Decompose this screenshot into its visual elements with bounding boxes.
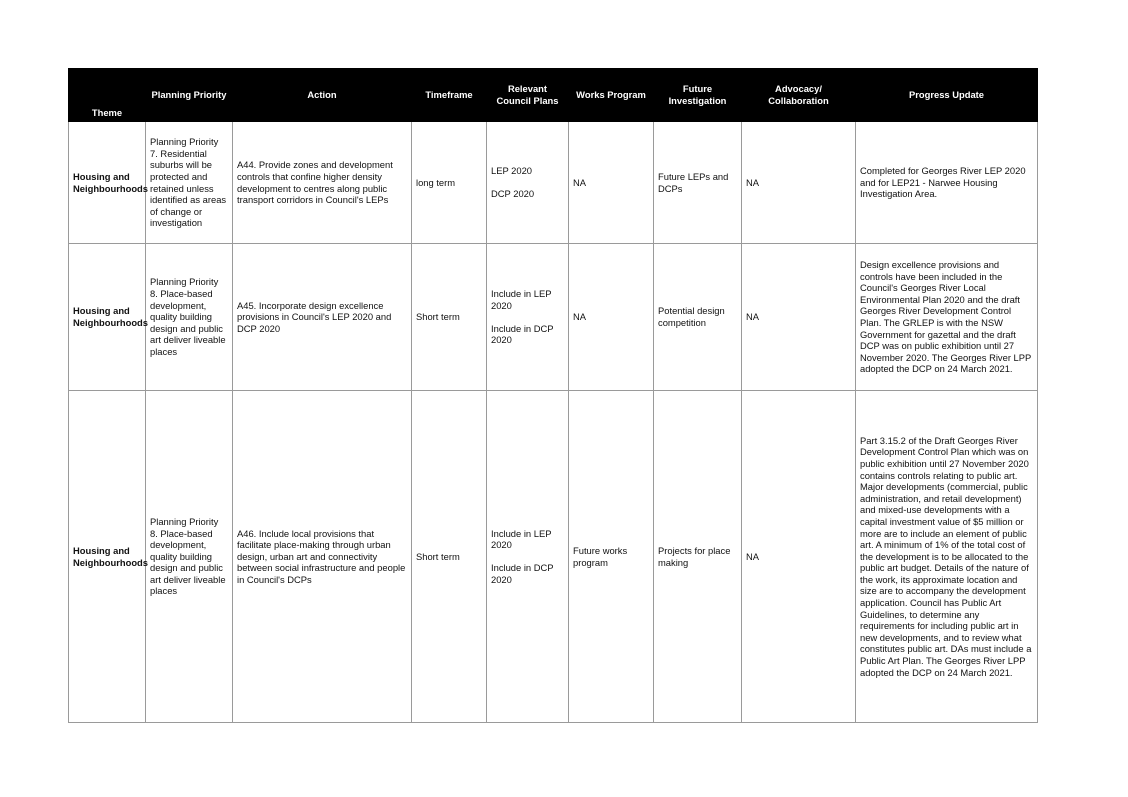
progress-update-cell: Part 3.15.2 of the Draft Georges River Development Control Plan which was on public exhibition until 27 November 2020 contains controls relating to public art. Major developments (commercial, public administration, and retail development) and mixed-use developments with a capital investment value of $5 million or more are to include an element of public art. A minimum of 1% of the total cost of the development is to be allocated to the public art budget. Details of the nature of the work, its approximate location and size are to accompany the development application. Council has Public Art Guidelines, to determine any requirements for including public art in new developments, and to review what constitutes public art. DAs must include a Public Art Plan. The Georges River LPP adopted the DCP on 24 March 2021. [856, 391, 1038, 723]
plan-item: LEP 2020 [491, 165, 533, 177]
table-row [69, 391, 1038, 723]
works-program-cell: NA [569, 244, 654, 391]
plan-item: Include in LEP 2020 [491, 288, 552, 311]
future-investigation-cell: Potential design competition [654, 244, 742, 391]
plan-item: DCP 2020 [491, 188, 535, 200]
planning-priority-cell: Planning Priority 8. Place-based development, quality building design and public art deliver liveable places [146, 244, 233, 391]
progress-update-cell: Completed for Georges River LEP 2020 and for LEP21 - Narwee Housing Investigation Area. [856, 122, 1038, 244]
table-header-row [69, 69, 1038, 122]
theme-cell: Housing and Neighbourhoods [69, 244, 146, 391]
header-relevant-council-plans: Relevant Council Plans [487, 69, 569, 122]
relevant-plans-cell [487, 122, 569, 244]
plan-item: Include in DCP 2020 [491, 562, 554, 585]
plan-item: Include in DCP 2020 [491, 322, 554, 346]
advocacy-cell: NA [742, 244, 856, 391]
table-row [69, 122, 1038, 244]
action-cell: A46. Include local provisions that facilitate place-making through urban design, urban art and connectivity between social infrastructure and people in Council's DCPs [233, 391, 412, 723]
planning-priority-cell: Planning Priority 7. Residential suburbs will be protected and retained unless identified as areas of change or investigation [146, 122, 233, 244]
action-cell: A45. Incorporate design excellence provisions in Council's LEP 2020 and DCP 2020 [233, 244, 412, 391]
header-works-program: Works Program [569, 69, 654, 122]
timeframe-cell: Short term [412, 244, 487, 391]
works-program-cell: Future works program [569, 391, 654, 723]
timeframe-cell: long term [412, 122, 487, 244]
header-progress-update: Progress Update [856, 69, 1038, 122]
theme-cell: Housing and Neighbourhoods [69, 391, 146, 723]
relevant-plans-cell [487, 391, 569, 723]
future-investigation-cell: Projects for place making [654, 391, 742, 723]
planning-priority-cell: Planning Priority 8. Place-based development, quality building design and public art deliver liveable places [146, 391, 233, 723]
action-progress-table [68, 68, 1038, 723]
header-future-investigation: Future Investigation [654, 69, 742, 122]
header-theme: Theme [69, 69, 146, 122]
works-program-cell: NA [569, 122, 654, 244]
timeframe-cell: Short term [412, 391, 487, 723]
theme-cell: Housing and Neighbourhoods [69, 122, 146, 244]
advocacy-cell: NA [742, 122, 856, 244]
header-timeframe: Timeframe [412, 69, 487, 122]
table-row [69, 244, 1038, 391]
future-investigation-cell: Future LEPs and DCPs [654, 122, 742, 244]
progress-update-cell: Design excellence provisions and controls have been included in the Council's Georges River Local Environmental Plan 2020 and the draft Georges River Development Control Plan. The GRLEP is with the NSW Government for gazettal and the draft DCP was on public exhibition until 27 November 2020. The Georges River LPP adopted the DCP on 24 March 2021. [856, 244, 1038, 391]
advocacy-cell: NA [742, 391, 856, 723]
action-cell: A44. Provide zones and development controls that confine higher density development to centres along public transport corridors in Council's LEPs [233, 122, 412, 244]
header-advocacy-collaboration: Advocacy/ Collaboration [742, 69, 856, 122]
relevant-plans-cell [487, 244, 569, 391]
header-planning-priority: Planning Priority [146, 69, 233, 122]
plan-item: Include in LEP 2020 [491, 527, 552, 551]
header-action: Action [233, 69, 412, 122]
